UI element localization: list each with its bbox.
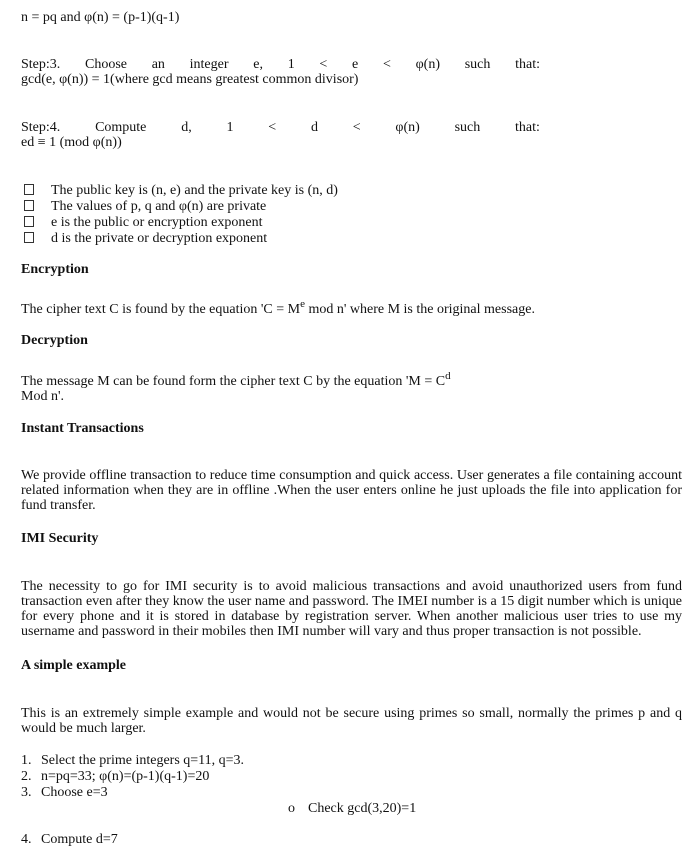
list-number: 4. (21, 832, 32, 847)
simple-example-paragraph: This is an extremely simple example and would not be secure using primes so small, normally the primes p and q would be much larger. (21, 706, 682, 736)
step3-line (21, 57, 540, 72)
list-item-text: Compute d=7 (41, 832, 118, 847)
step-word: integer (189, 57, 229, 72)
step-word: Step:3. (21, 57, 61, 72)
list-item-text: Choose e=3 (41, 785, 108, 800)
square-bullet-icon (24, 216, 34, 227)
encryption-text-after: mod n' where M is the original message. (304, 302, 535, 317)
list-item-text: n=pq=33; φ(n)=(p-1)(q-1)=20 (41, 769, 210, 784)
step-word: < (352, 120, 361, 135)
sub-list-item (288, 801, 416, 816)
decryption-text-line2: Mod n'. (21, 389, 64, 404)
list-number: 1. (21, 753, 32, 768)
encryption-text (21, 298, 535, 317)
step-word: Step:4. (21, 120, 61, 135)
step-word: e (352, 57, 359, 72)
decryption-text-before: The message M can be found form the cipher text C by the equation 'M = C (21, 374, 446, 389)
list-item-text: The public key is (n, e) and the private key is (n, d) (51, 183, 338, 198)
step-word: such (464, 57, 491, 72)
step-word: d (310, 120, 318, 135)
exponent-e: e (300, 298, 305, 310)
step-word: such (454, 120, 481, 135)
step-word: < (382, 57, 391, 72)
list-item (24, 231, 267, 246)
step-word: that: (515, 57, 540, 72)
square-bullet-icon (24, 200, 34, 211)
list-item (24, 183, 338, 198)
imi-security-paragraph: The necessity to go for IMI security is to avoid malicious transactions and avoid unauthorized users from fund transaction even after they know the user name and password. The IMEI number is a 15 digit number which is unique for every phone and it is stored in database by registration server. When another malicious user tries to use my username and password in their mobiles then IMI number will vary and thus proper transaction is not possible. (21, 579, 682, 639)
square-bullet-icon (24, 184, 34, 195)
list-item-text: d is the private or decryption exponent (51, 231, 268, 246)
step4-continuation: ed ≡ 1 (mod φ(n)) (21, 135, 122, 150)
list-number: 3. (21, 785, 32, 800)
list-item (21, 769, 209, 784)
step-word: an (151, 57, 165, 72)
list-item-text: e is the public or encryption exponent (51, 215, 263, 230)
step3-continuation: gcd(e, φ(n)) = 1(where gcd means greatest common divisor) (21, 72, 359, 87)
step4-line (21, 120, 540, 135)
step-word: e, (253, 57, 263, 72)
step-word: 1 (226, 120, 234, 135)
list-item (21, 832, 118, 847)
list-item-text: Select the prime integers q=11, q=3. (41, 753, 245, 768)
step-word: 1 (287, 57, 295, 72)
exponent-d: d (445, 370, 451, 382)
simple-example-heading: A simple example (21, 658, 126, 673)
step-word: Choose (85, 57, 127, 72)
step-word: that: (515, 120, 540, 135)
list-item-text: The values of p, q and φ(n) are private (51, 199, 267, 214)
step-word: d, (181, 120, 192, 135)
encryption-heading: Encryption (21, 262, 89, 277)
step-word: Compute (95, 120, 147, 135)
decryption-heading: Decryption (21, 333, 88, 348)
decryption-text (21, 370, 451, 389)
square-bullet-icon (24, 232, 34, 243)
rsa-modulus-formula: n = pq and φ(n) = (p-1)(q-1) (21, 10, 180, 25)
imi-security-heading: IMI Security (21, 531, 99, 546)
list-item (24, 215, 263, 230)
list-number: 2. (21, 769, 32, 784)
list-item (21, 785, 108, 800)
list-item (21, 753, 244, 768)
encryption-text-before: The cipher text C is found by the equation 'C = M (21, 302, 301, 317)
step-word: < (268, 120, 277, 135)
step-word: φ(n) (395, 120, 420, 135)
circle-bullet-icon: o (288, 801, 295, 816)
step-word: < (319, 57, 328, 72)
sub-list-item-text: Check gcd(3,20)=1 (308, 801, 417, 816)
instant-transactions-paragraph: We provide offline transaction to reduce time consumption and quick access. User generates a file containing account related information when they are in offline .When the user enters online he just uploads the file into application for fund transfer. (21, 468, 682, 513)
step-word: φ(n) (415, 57, 440, 72)
list-item (24, 199, 266, 214)
instant-transactions-heading: Instant Transactions (21, 421, 144, 436)
